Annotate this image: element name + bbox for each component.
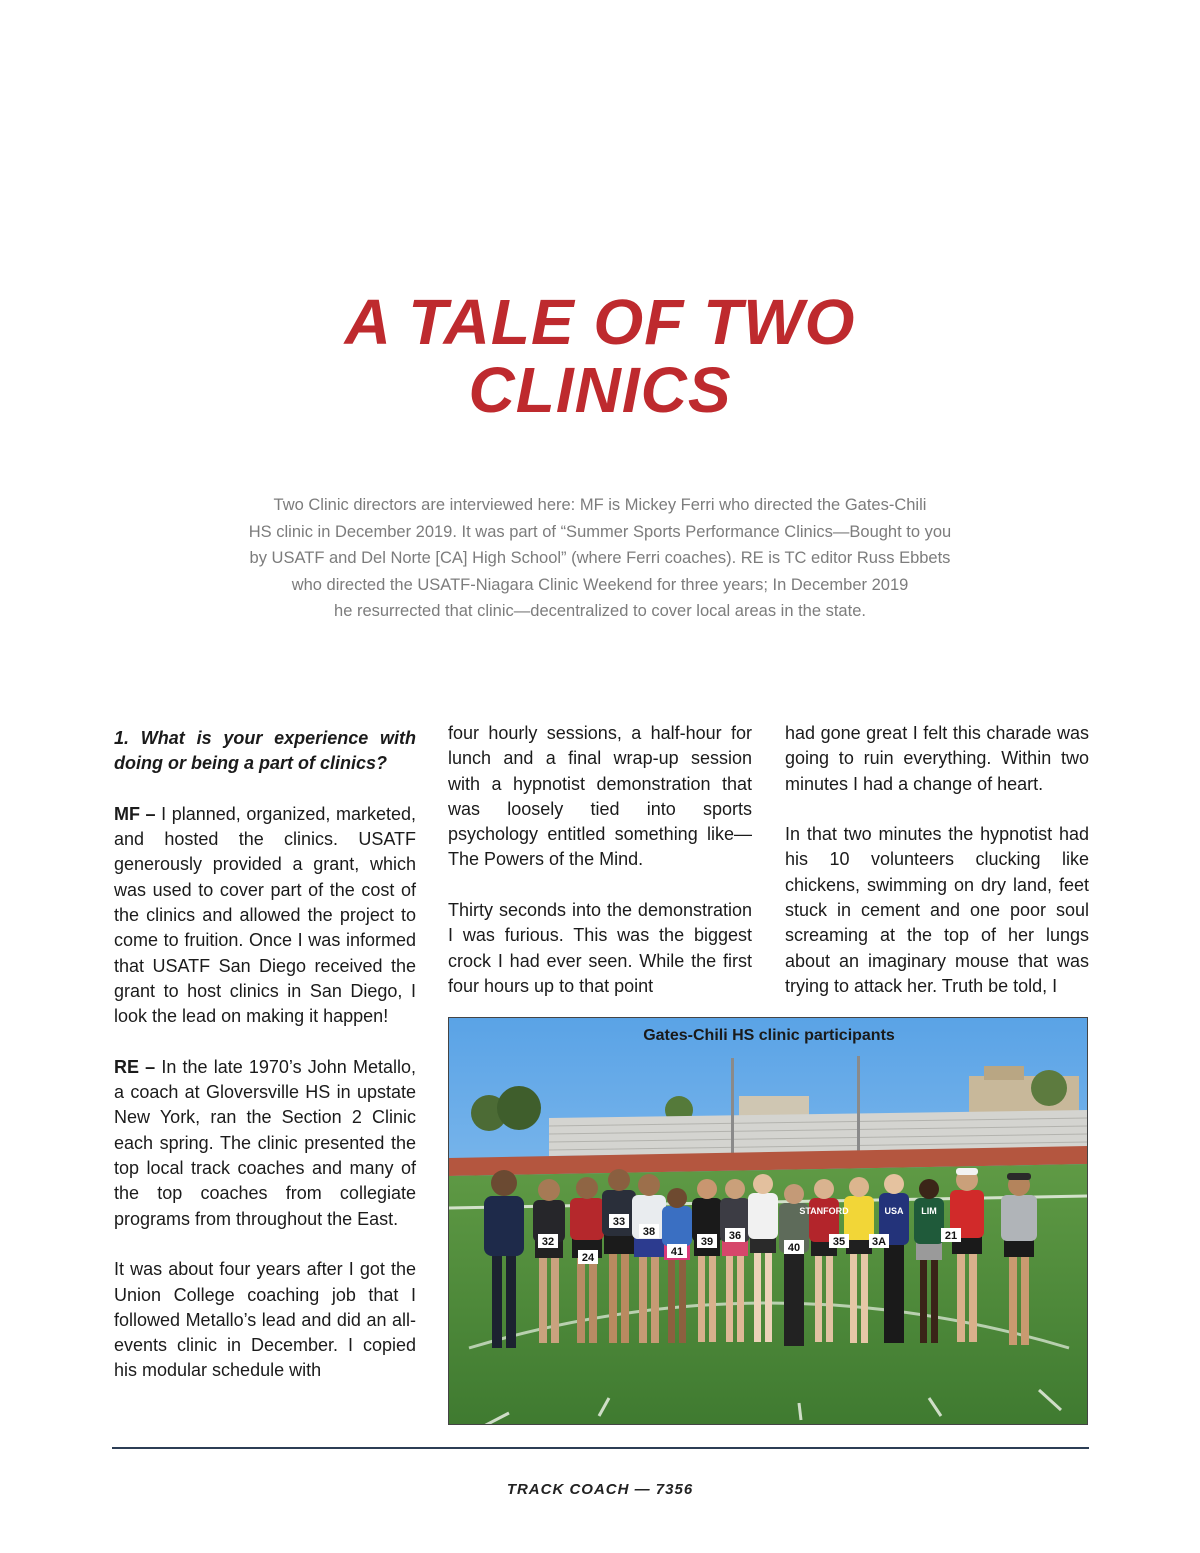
shirt-text: LIM [921,1206,937,1216]
intro-line: Two Clinic directors are interviewed here: MF is Mickey Ferri who directed the Gates-Chili [273,496,927,514]
re-answer-text: In the late 1970’s John Metallo, a coach at Gloversville HS in upstate New York, ran the Section 2 Clinic each spring. The clinic presented the top local track coaches and many of the top coaches from collegiate programs from throughout the East. [114,1056,416,1229]
bib-number: 24 [581,1252,595,1264]
bib-number: 40 [787,1242,801,1254]
intro-line: who directed the USATF-Niagara Clinic Weekend for three years; In December 2019 [291,575,909,594]
bib-number: 41 [670,1246,684,1258]
photo-illustration [449,1018,1088,1425]
bib-number: 35 [832,1236,846,1248]
speaker-re: RE – [114,1056,156,1077]
union-paragraph: It was about four years after I got the Union College coaching job that I followed Metallo’s lead and did an all-events clinic in December. I copied his modular schedule with [114,1259,416,1381]
intro-line: by USATF and Del Norte [CA] High School” (where Ferri coaches). RE is TC editor Russ Ebbets [249,549,951,567]
title-line-2: CLINICS [468,354,732,426]
bib-number: 38 [642,1226,656,1238]
mf-answer-text: I planned, organized, marketed, and hosted the clinics. USATF generously provided a grant, which was used to cover part of the cost of the clinics and allowed the project to come to fruition. Once I was informed that USATF San Diego received the grant to host clinics in San Diego, I look the lead on making it happen! [114,803,416,1027]
col3-paragraph-2: In that two minutes the hypnotist had his 10 volunteers clucking like chickens, swimming on dry land, feet stuck in cement and one poor soul screaming at the top of her lungs about an imaginary mouse that was trying to attack her. Truth be told, I [785,824,1089,996]
shirt-text: STANFORD [799,1206,849,1216]
re-answer [114,1055,416,1232]
mf-answer [114,802,416,1030]
bib-number: 39 [700,1236,714,1248]
bib-number: 32 [541,1236,555,1248]
col2-paragraph-1: four hourly sessions, a half-hour for lunch and a final wrap-up session with a hypnotist demonstration that was loosely tied into sports psychology entitled something like—The Powers of the Mind. [448,723,752,870]
column-1 [114,726,416,1409]
intro-line: HS clinic in December 2019. It was part of “Summer Sports Performance Clinics—Bought to you [248,522,952,541]
interview-question: 1. What is your experience with doing or being a part of clinics? [114,728,416,774]
col2-paragraph-2: Thirty seconds into the demonstration I was furious. This was the biggest crock I had ever seen. While the first four hours up to that point [448,900,752,996]
bib-number: 33 [612,1216,626,1228]
bib-number: 3A [871,1236,887,1248]
col3-paragraph-1: had gone great I felt this charade was going to ruin everything. Within two minutes I had a change of heart. [785,723,1089,794]
intro-line: he resurrected that clinic—decentralized to cover local areas in the state. [334,602,866,620]
footer-rule [112,1447,1089,1449]
article-title [0,288,1200,424]
intro-paragraph [200,492,1000,625]
page-footer: TRACK COACH — 7356 [506,1481,694,1498]
bib-number: 36 [728,1230,742,1242]
photo-caption: Gates-Chili HS clinic participants [643,1027,895,1044]
column-3 [785,721,1089,1025]
shirt-text: USA [884,1206,904,1216]
bib-number: 21 [944,1230,958,1242]
speaker-mf: MF – [114,803,156,824]
group-photo [448,1017,1088,1425]
title-line-1: A TALE OF TWO [344,286,856,358]
column-2 [448,721,752,1025]
